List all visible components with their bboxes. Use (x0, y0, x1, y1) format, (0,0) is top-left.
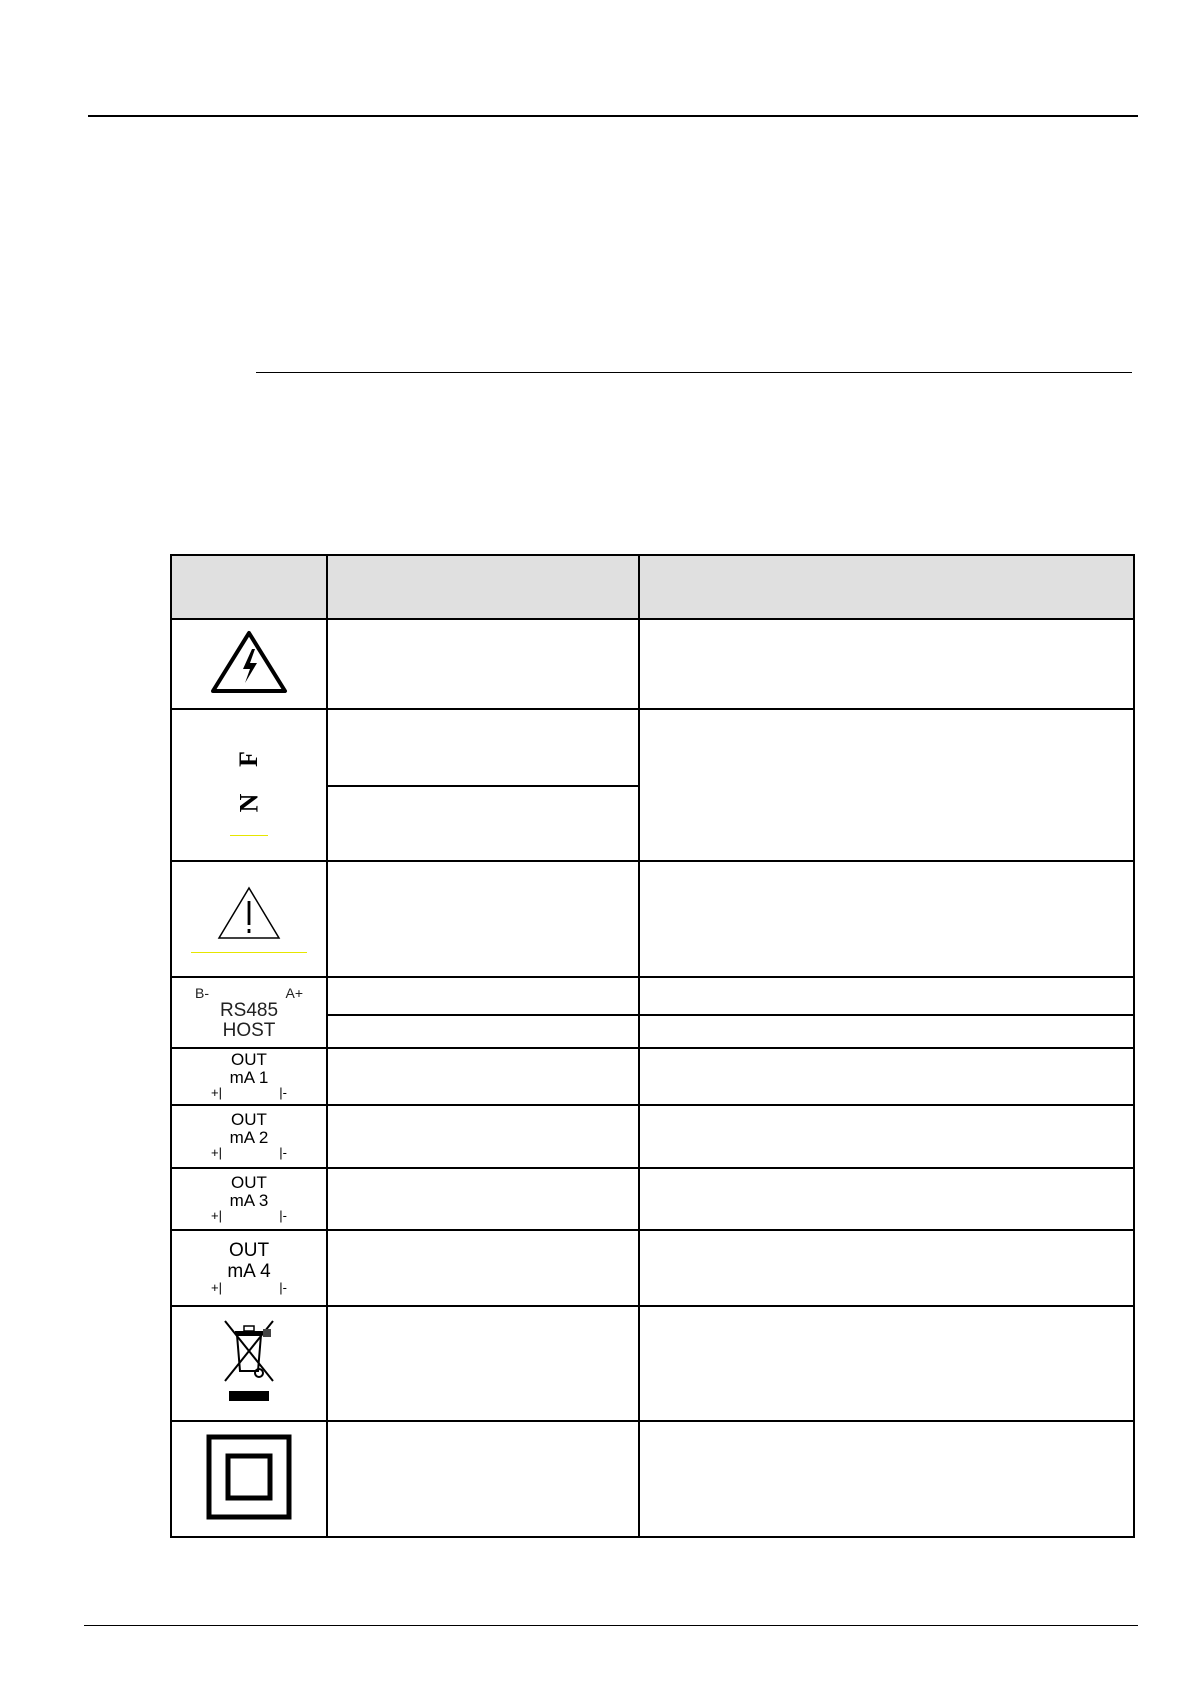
table-row (171, 977, 1134, 1015)
nf-symbol-n: N (234, 793, 263, 812)
table-row (171, 1230, 1134, 1306)
ma-out-label: OUT (231, 1050, 267, 1069)
rs485-b-minus: B- (195, 984, 209, 1001)
symbol-cell (171, 1105, 327, 1168)
symbol-cell (171, 619, 327, 709)
rs485-a-plus: A+ (285, 984, 303, 1001)
ma-minus: |- (279, 1145, 287, 1160)
ma-output-1-symbol (211, 1051, 287, 1099)
symbol-cell (171, 1306, 327, 1421)
table-row (171, 1421, 1134, 1537)
description-cell (639, 1306, 1134, 1421)
term-cell (327, 619, 639, 709)
ma-channel-label: mA 1 (229, 1068, 269, 1087)
table-row (171, 619, 1134, 709)
electric-hazard-icon (210, 629, 288, 695)
yellow-underline (230, 835, 268, 836)
symbol-cell (171, 977, 327, 1048)
term-cell (327, 1168, 639, 1230)
term-cell (327, 709, 639, 786)
term-cell (327, 861, 639, 977)
symbol-cell (171, 1048, 327, 1105)
term-cell (327, 1048, 639, 1105)
description-cell (639, 861, 1134, 977)
header-rule (88, 115, 1138, 117)
symbol-cell (171, 1168, 327, 1230)
ma-output-4-symbol (211, 1240, 287, 1294)
header-cell-term (327, 555, 639, 619)
table-header-row (171, 555, 1134, 619)
ma-plus: +| (211, 1085, 222, 1100)
description-cell (639, 977, 1134, 1015)
ma-out-label: OUT (231, 1172, 267, 1192)
header-cell-description (639, 555, 1134, 619)
ma-minus: |- (279, 1207, 287, 1223)
description-cell (639, 1421, 1134, 1537)
term-cell (327, 1015, 639, 1048)
description-cell (639, 1230, 1134, 1306)
term-cell (327, 1306, 639, 1421)
table-row (171, 1105, 1134, 1168)
nf-symbol-f: F (233, 750, 263, 767)
section-rule (256, 372, 1132, 373)
rs485-label: RS485 (219, 999, 279, 1021)
table-row (171, 709, 1134, 786)
ma-plus: +| (211, 1207, 222, 1223)
term-cell (327, 1105, 639, 1168)
description-cell (639, 619, 1134, 709)
symbol-cell (171, 1421, 327, 1537)
yellow-underline (191, 952, 307, 953)
description-cell (639, 1015, 1134, 1048)
ma-channel-label: mA 2 (229, 1128, 269, 1147)
term-cell (327, 1421, 639, 1537)
ma-minus: |- (279, 1085, 287, 1100)
table-row (171, 861, 1134, 977)
footer-rule (84, 1625, 1138, 1626)
ma-output-2-symbol (211, 1111, 287, 1159)
rs485-host-label: HOST (222, 1019, 276, 1041)
term-cell (327, 977, 639, 1015)
caution-icon (216, 885, 282, 941)
double-insulation-icon (206, 1434, 292, 1520)
term-cell (327, 786, 639, 861)
table-row (171, 1306, 1134, 1421)
ma-plus: +| (211, 1145, 222, 1160)
rs485-symbol (195, 985, 303, 1041)
ma-output-3-symbol (211, 1174, 287, 1222)
symbol-cell (171, 1230, 327, 1306)
ma-plus: +| (211, 1279, 222, 1295)
description-cell (639, 1105, 1134, 1168)
ma-minus: |- (279, 1279, 287, 1295)
ma-out-label: OUT (228, 1239, 270, 1261)
description-cell (639, 1168, 1134, 1230)
symbol-cell (171, 861, 327, 977)
table-row (171, 1168, 1134, 1230)
ma-out-label: OUT (231, 1110, 267, 1129)
ma-channel-label: mA 4 (227, 1260, 271, 1282)
term-cell (327, 1230, 639, 1306)
description-cell (639, 709, 1134, 861)
symbols-table (170, 554, 1135, 1538)
symbol-cell (171, 709, 327, 861)
header-cell-symbol (171, 555, 327, 619)
description-cell (639, 1048, 1134, 1105)
table-row (171, 1048, 1134, 1105)
weee-bin-icon (219, 1317, 279, 1405)
ma-channel-label: mA 3 (229, 1190, 269, 1210)
